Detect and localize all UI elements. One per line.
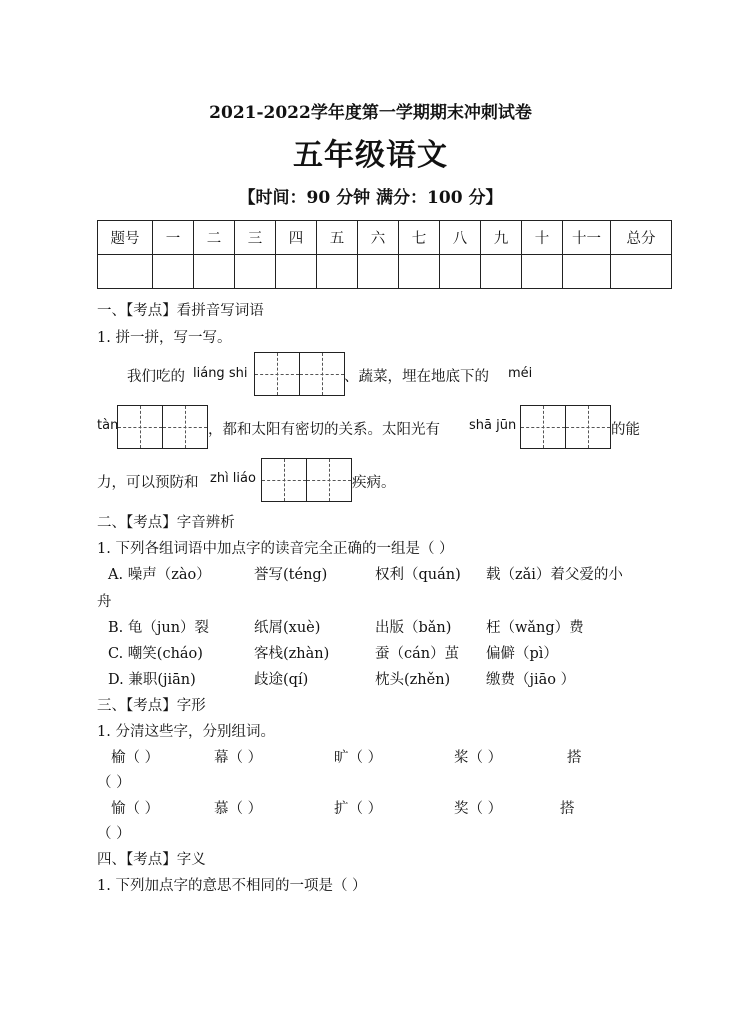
answer-grid-shajun[interactable]	[520, 405, 611, 449]
char-pair-item: 榆（ ）	[111, 750, 160, 766]
score-input-cell[interactable]	[399, 255, 440, 289]
score-header-cell: 一	[153, 221, 194, 255]
option-b-item: B. 龟（jun）裂	[108, 620, 210, 636]
score-input-cell[interactable]	[440, 255, 481, 289]
option-a-item: A. 噪声（zào）	[108, 567, 211, 583]
score-input-cell[interactable]	[276, 255, 317, 289]
score-header-cell: 五	[317, 221, 358, 255]
grid-cell	[521, 406, 566, 448]
char-pair-item: 旷（ ）	[334, 750, 383, 766]
score-header-cell: 总分	[611, 221, 672, 255]
passage-text: 力，可以预防和	[97, 475, 199, 491]
option-d-item: 缴费（jiāo ）	[486, 672, 576, 688]
score-input-cell[interactable]	[481, 255, 522, 289]
exam-title: 2021-2022学年度第一学期期末冲刺试卷	[209, 103, 532, 123]
pinyin-liangshi: liáng shi	[193, 366, 248, 381]
option-a-item: 誉写(téng)	[254, 567, 328, 583]
char-pair-continuation: （ ）	[97, 826, 131, 842]
score-input-cell[interactable]	[194, 255, 235, 289]
exam-time-info: 【时间：90 分钟 满分：100 分】	[238, 188, 503, 208]
char-pair-continuation: （ ）	[97, 775, 131, 791]
score-input-cell[interactable]	[611, 255, 672, 289]
score-header-cell: 四	[276, 221, 317, 255]
option-b-item: 出版（bǎn)	[375, 620, 452, 636]
score-header-cell: 十	[522, 221, 563, 255]
answer-grid-liangshi[interactable]	[254, 352, 345, 396]
section1-heading: 一、【考点】看拼音写词语	[97, 303, 264, 319]
passage-text: 疾病。	[352, 475, 396, 491]
section2-heading: 二、【考点】字音辨析	[97, 515, 235, 531]
char-pair-item: 搭	[567, 750, 582, 766]
grid-cell	[566, 406, 610, 448]
char-pair-item: 幕（ ）	[214, 750, 263, 766]
section4-heading: 四、【考点】字义	[97, 852, 206, 868]
score-table	[97, 220, 672, 289]
grid-cell	[262, 459, 307, 501]
score-header-cell: 题号	[98, 221, 153, 255]
section4-question1: 1. 下列加点字的意思不相同的一项是（ ）	[97, 878, 367, 894]
char-pair-item: 桨（ ）	[454, 750, 503, 766]
score-header-cell: 七	[399, 221, 440, 255]
grid-cell	[255, 353, 300, 395]
score-input-cell[interactable]	[563, 255, 611, 289]
score-header-cell: 九	[481, 221, 522, 255]
option-c-item: 蚕（cán）茧	[375, 646, 460, 662]
grid-cell	[300, 353, 344, 395]
pinyin-shajun: shā jūn	[469, 418, 517, 433]
grid-cell	[307, 459, 351, 501]
option-c-item: 偏僻（pì）	[486, 646, 558, 662]
exam-subject: 五年级语文	[293, 138, 448, 173]
grid-cell	[118, 406, 163, 448]
score-input-cell[interactable]	[522, 255, 563, 289]
score-input-cell[interactable]	[235, 255, 276, 289]
pinyin-tan: tàn	[97, 418, 119, 433]
option-a-continuation: 舟	[97, 594, 112, 610]
passage-text: 、蔬菜，埋在地底下的	[344, 369, 489, 385]
score-header-cell: 六	[358, 221, 399, 255]
passage-text: ，都和太阳有密切的关系。太阳光有	[208, 422, 440, 438]
pinyin-mei: méi	[508, 366, 533, 381]
char-pair-item: 奖（ ）	[454, 801, 503, 817]
score-table-blank-row	[98, 255, 672, 289]
section1-question1: 1. 拼一拼，写一写。	[97, 330, 232, 346]
option-a-item: 载（zǎi）着父爱的小	[486, 567, 623, 583]
score-input-cell[interactable]	[317, 255, 358, 289]
answer-grid-zhiliao[interactable]	[261, 458, 352, 502]
pinyin-zhiliao: zhì liáo	[210, 471, 256, 486]
char-pair-item: 慕（ ）	[214, 801, 263, 817]
option-c-item: C. 嘲笑(cháo)	[108, 646, 203, 662]
grid-cell	[163, 406, 207, 448]
passage-text: 我们吃的	[127, 369, 185, 385]
score-input-cell[interactable]	[98, 255, 153, 289]
option-b-item: 枉（wǎng）费	[486, 620, 584, 636]
option-c-item: 客栈(zhàn)	[254, 646, 330, 662]
char-pair-item: 搭	[560, 801, 575, 817]
option-d-item: D. 兼职(jiān)	[108, 672, 196, 688]
score-header-cell: 三	[235, 221, 276, 255]
section2-question1: 1. 下列各组词语中加点字的读音完全正确的一组是（ ）	[97, 541, 454, 557]
passage-text: 的能	[611, 422, 640, 438]
score-header-cell: 八	[440, 221, 481, 255]
score-input-cell[interactable]	[153, 255, 194, 289]
option-d-item: 歧途(qí)	[254, 672, 309, 688]
score-input-cell[interactable]	[358, 255, 399, 289]
section3-question1: 1. 分清这些字，分别组词。	[97, 724, 275, 740]
option-b-item: 纸屑(xuè)	[254, 620, 321, 636]
option-d-item: 枕头(zhěn)	[375, 672, 451, 688]
section3-heading: 三、【考点】字形	[97, 698, 206, 714]
answer-grid-meitan[interactable]	[117, 405, 208, 449]
score-header-cell: 十一	[563, 221, 611, 255]
score-table-header-row	[98, 221, 672, 255]
char-pair-item: 愉（ ）	[111, 801, 160, 817]
option-a-item: 权利（quán)	[375, 567, 461, 583]
score-header-cell: 二	[194, 221, 235, 255]
char-pair-item: 扩（ ）	[334, 801, 383, 817]
